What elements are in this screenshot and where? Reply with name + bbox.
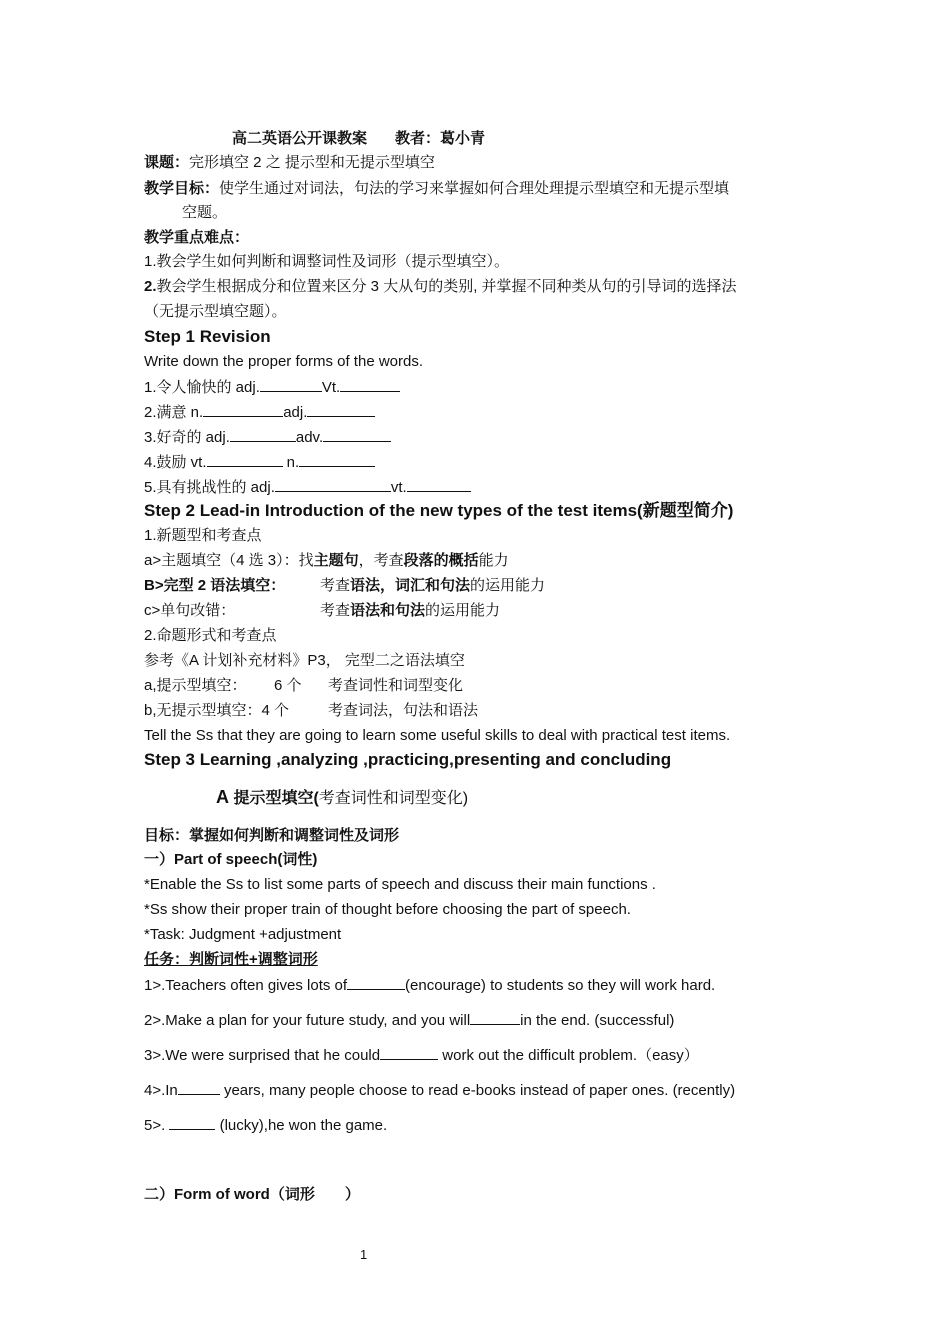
answer-blank[interactable] <box>470 1010 520 1025</box>
revision-item <box>144 377 400 398</box>
objective-continued: 空题。 <box>182 204 228 221</box>
answer-blank[interactable] <box>340 377 400 392</box>
key-point-number: 1. <box>144 253 157 270</box>
objective-text: 使学生通过对词法，句法的学习来掌握如何合理处理提示型填空和无提示型填 <box>219 180 730 197</box>
item-prompt: 1.令人愉快的 adj. <box>144 379 260 396</box>
answer-blank[interactable] <box>207 452 283 467</box>
item-prompt: Vt. <box>321 379 341 396</box>
answer-blank[interactable] <box>230 427 296 442</box>
exercise-text: 5>. <box>144 1117 170 1134</box>
revision-item <box>144 452 375 473</box>
line-text: a>主题填空（4 选 3）：找 <box>144 552 314 569</box>
bullet-item: *Ss show their proper train of thought before choosing the part of speech. <box>144 901 631 918</box>
key-point-text: 教会学生如何判断和调整词性及词形（提示型填空）。 <box>156 253 510 270</box>
exercise-text: years, many people choose to read e-books instead of paper ones. (recently) <box>219 1082 736 1099</box>
item-prompt: 3.好奇的 adj. <box>144 429 230 446</box>
line-text: ，考查 <box>358 552 404 569</box>
line-text: 考查 <box>320 602 351 619</box>
line-label: a,提示型填空： <box>144 677 247 694</box>
answer-blank[interactable] <box>347 975 405 990</box>
section-title: 提示型填空( <box>229 790 319 807</box>
step1-heading: Step 1 Revision <box>144 327 271 346</box>
section-note: 考查词性和词型变化) <box>318 790 469 807</box>
key-points-label: 教学重点难点： <box>144 229 250 246</box>
item-prompt: adv. <box>295 429 324 446</box>
line-bold: 主题句 <box>313 552 359 569</box>
line-text: 能力 <box>478 552 509 569</box>
answer-blank[interactable] <box>275 477 391 492</box>
section-a-heading <box>216 787 468 809</box>
line-text: 考查 <box>320 577 351 594</box>
topic-line <box>144 153 435 173</box>
document-title <box>232 129 485 149</box>
key-point-number: 2. <box>144 278 157 295</box>
exercise-text: in the end. (successful) <box>520 1012 675 1029</box>
answer-blank[interactable] <box>169 1115 215 1130</box>
part2-heading <box>144 1185 360 1205</box>
title-text: 高二英语公开课教案 <box>232 130 368 147</box>
key-point-2 <box>144 277 737 297</box>
revision-item <box>144 477 471 498</box>
goal-line: 目标：掌握如何判断和调整词性及词形 <box>144 827 400 844</box>
step3-heading: Step 3 Learning ,analyzing ,practicing,presenting and concluding <box>144 750 672 769</box>
bullet-item: *Task: Judgment +adjustment <box>144 926 342 943</box>
step2-sub2: 2.命题形式和考查点 <box>144 627 277 644</box>
part2-text: 二）Form of word（词形 <box>144 1186 315 1203</box>
item-b-line <box>144 576 545 596</box>
line-text: 的运用能力 <box>470 577 546 594</box>
step2-reference: 参考《A 计划补充材料》P3， 完型二之语法填空 <box>144 652 465 669</box>
answer-blank[interactable] <box>380 1045 438 1060</box>
item-prompt: 2.满意 n. <box>144 404 204 421</box>
item-prompt: 4.鼓励 vt. <box>144 454 207 471</box>
exercise-item <box>144 975 715 996</box>
answer-blank[interactable] <box>178 1080 220 1095</box>
objective-line <box>144 179 729 199</box>
part2-close: ） <box>344 1186 360 1203</box>
part1-heading: 一）Part of speech(词性) <box>144 851 318 868</box>
answer-blank[interactable] <box>323 427 391 442</box>
item-prompt: adj. <box>283 404 308 421</box>
type-a-line <box>144 676 463 696</box>
line-text: 的运用能力 <box>425 602 501 619</box>
exercise-item <box>144 1115 387 1136</box>
answer-blank[interactable] <box>260 377 322 392</box>
item-a-line <box>144 551 509 571</box>
line-bold: 段落的概括 <box>403 552 479 569</box>
step2-heading: Step 2 Lead-in Introduction of the new types of the test items(新题型简介) <box>144 501 734 520</box>
exercise-item <box>144 1010 674 1031</box>
item-c-line <box>144 601 500 621</box>
page-number: 1 <box>360 1247 368 1262</box>
exercise-item <box>144 1080 735 1101</box>
step2-tell: Tell the Ss that they are going to learn some useful skills to deal with practical test items. <box>144 727 731 744</box>
item-prompt: vt. <box>390 479 407 496</box>
section-letter: A <box>216 787 229 807</box>
exercise-text: (lucky),he won the game. <box>215 1117 388 1134</box>
exercise-text: 1>.Teachers often gives lots of <box>144 977 348 994</box>
exercise-text: work out the difficult problem.（easy） <box>438 1047 699 1064</box>
bullet-item: *Enable the Ss to list some parts of speech and discuss their main functions . <box>144 876 656 893</box>
type-b-line <box>144 701 478 721</box>
line-label: c>单句改错： <box>144 602 236 619</box>
answer-blank[interactable] <box>203 402 283 417</box>
line-bold: 语法，词汇和句法 <box>350 577 471 594</box>
item-prompt: n. <box>282 454 300 471</box>
exercise-text: 2>.Make a plan for your future study, and you will <box>144 1012 471 1029</box>
answer-blank[interactable] <box>407 477 471 492</box>
line-bold: 语法和句法 <box>350 602 426 619</box>
item-prompt: 5.具有挑战性的 adj. <box>144 479 275 496</box>
line-label: B>完型 2 语法填空： <box>144 577 286 594</box>
key-point-1 <box>144 252 509 272</box>
answer-blank[interactable] <box>307 402 375 417</box>
exercise-text: 4>.In <box>144 1082 178 1099</box>
teacher-name: 教者：葛小青 <box>395 130 486 147</box>
line-text: 考查词法，句法和语法 <box>328 702 479 719</box>
answer-blank[interactable] <box>299 452 375 467</box>
revision-item <box>144 427 391 448</box>
line-text: 考查词性和词型变化 <box>328 677 464 694</box>
topic-text: 完形填空 2 之 提示型和无提示型填空 <box>189 154 435 171</box>
objective-label: 教学目标： <box>144 180 220 197</box>
exercise-text: 3>.We were surprised that he could <box>144 1047 381 1064</box>
exercise-item <box>144 1045 699 1066</box>
task-line: 任务：判断词性+调整词形 <box>144 951 318 968</box>
line-label: b,无提示型填空：4 个 <box>144 702 290 719</box>
key-point-2-continued: （无提示型填空题）。 <box>144 303 287 320</box>
line-count: 6 个 <box>274 677 302 694</box>
step1-instruction: Write down the proper forms of the words. <box>144 353 424 370</box>
revision-item <box>144 402 375 423</box>
key-point-text: 教会学生根据成分和位置来区分 3 大从句的类别, 并掌握不同种类从句的引导词的选择法 <box>156 278 737 295</box>
step2-sub1: 1.新题型和考查点 <box>144 527 262 544</box>
exercise-text: (encourage) to students so they will work hard. <box>405 977 716 994</box>
topic-label: 课题： <box>144 154 190 171</box>
